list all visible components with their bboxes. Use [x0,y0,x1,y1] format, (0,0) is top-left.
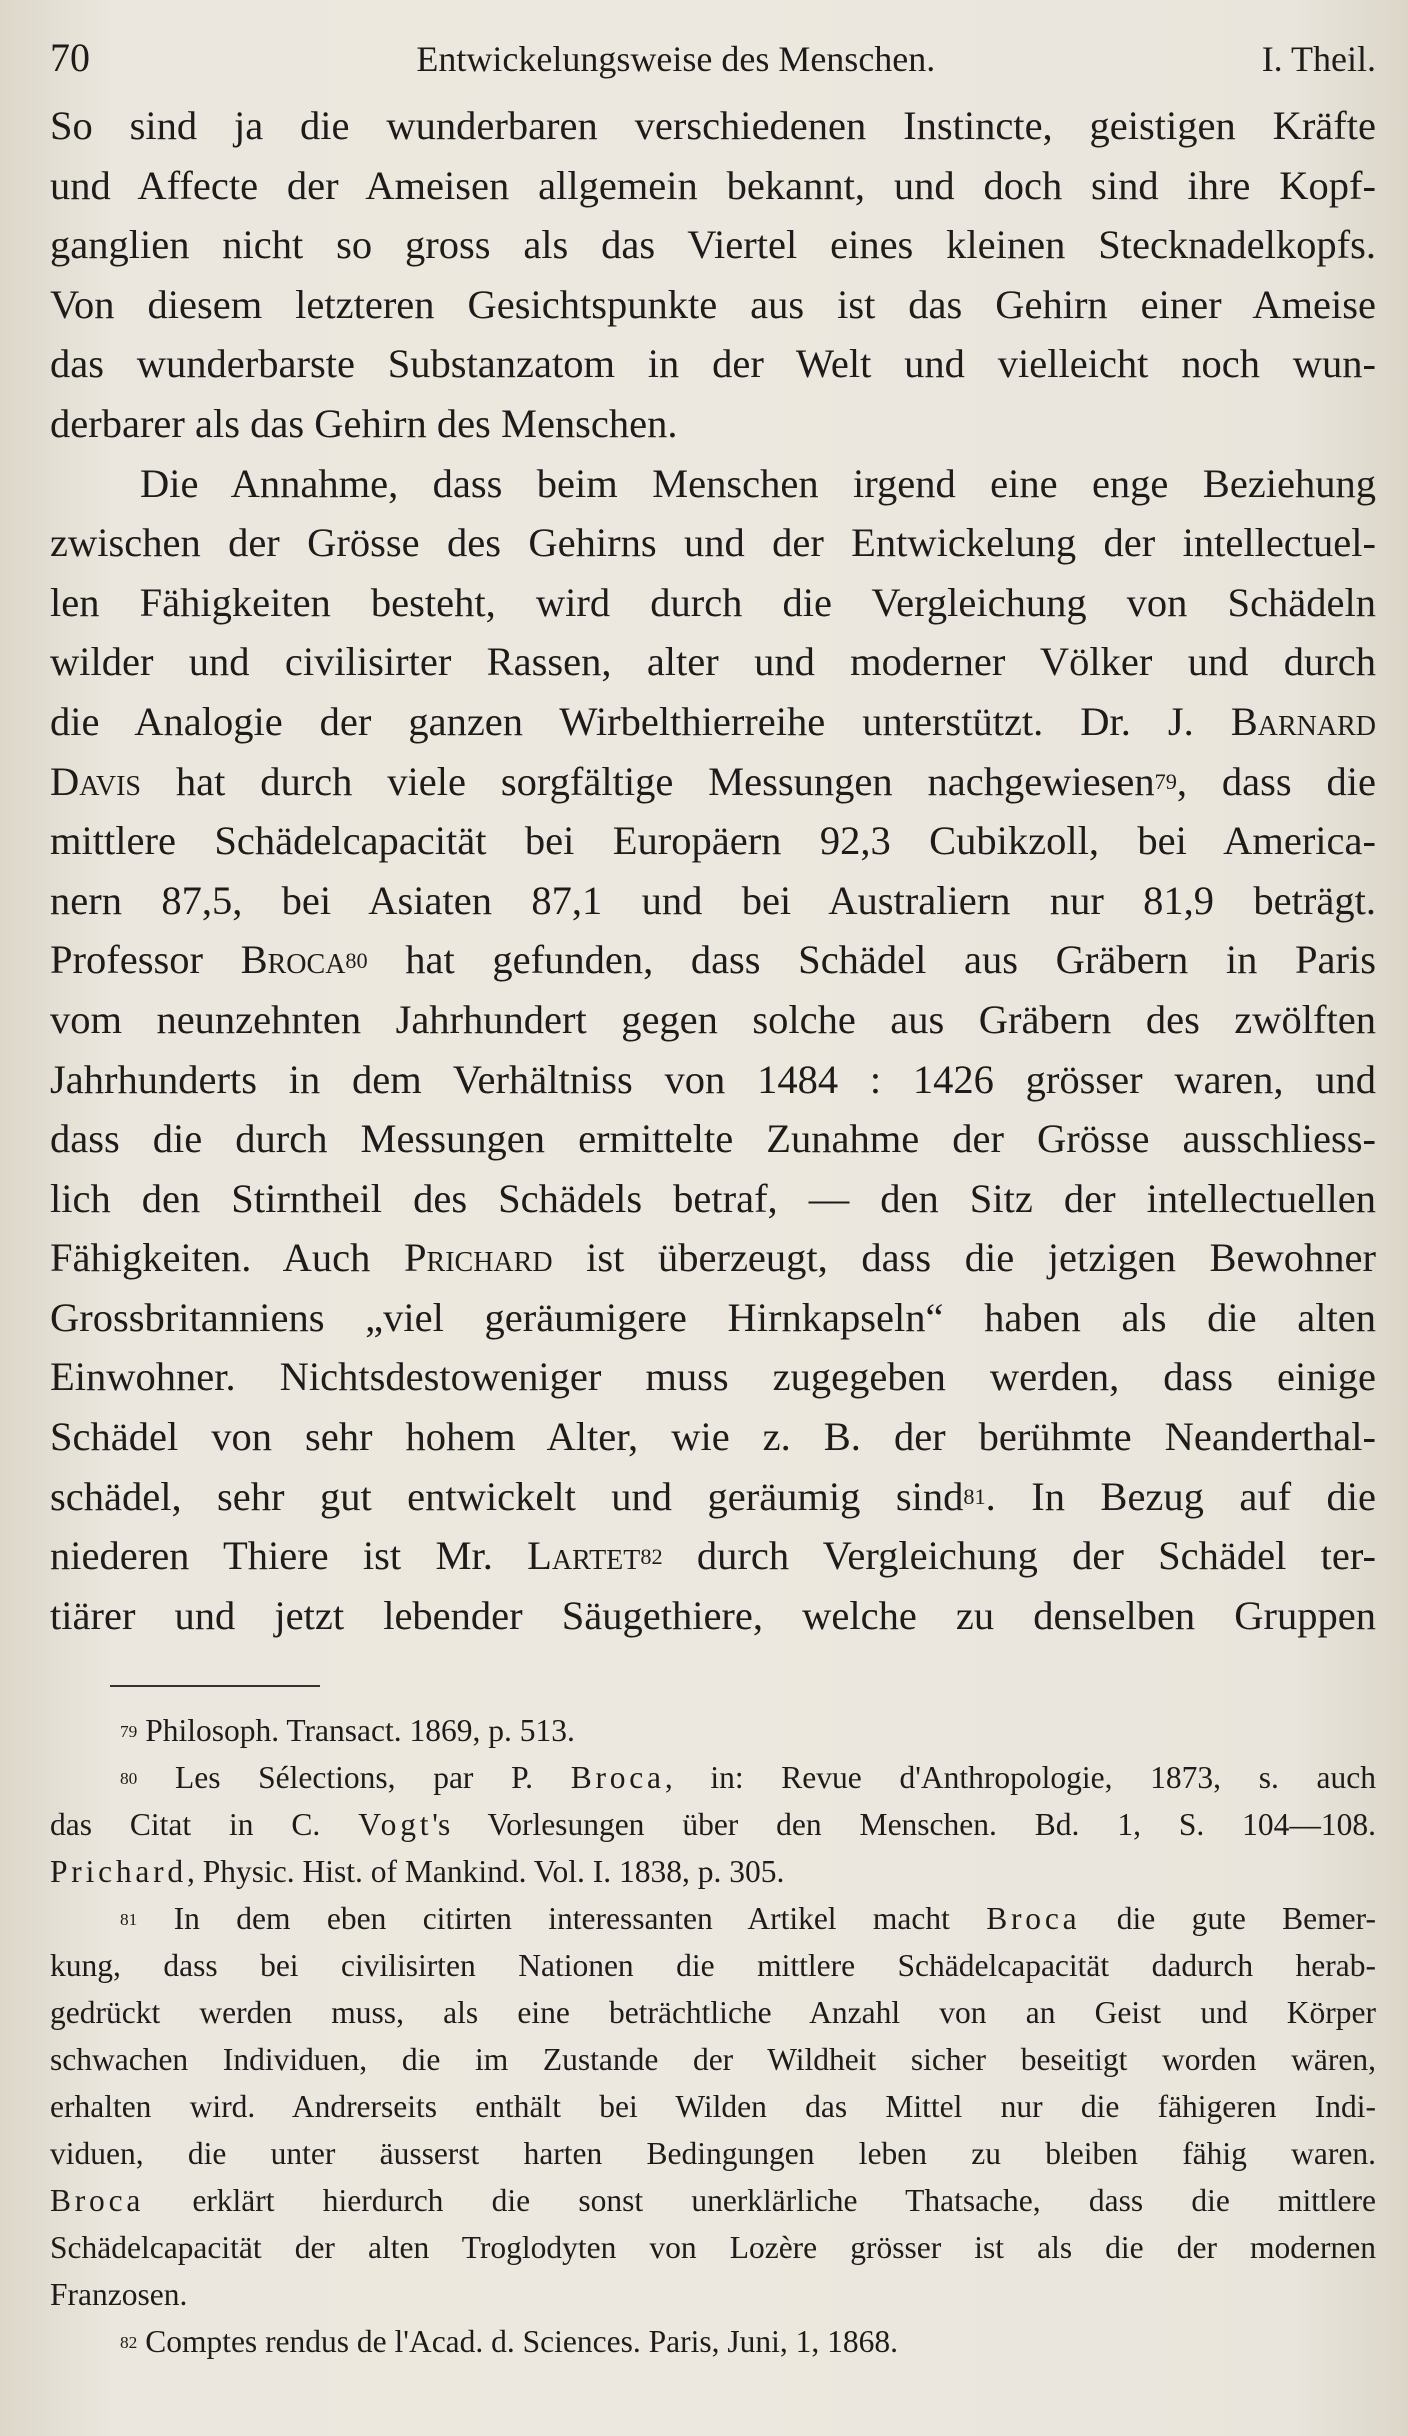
text-run: hat durch viele sorgfältige Messungen nachgewiesen [140,758,1155,804]
text-run: Comptes rendus de l'Acad. d. Sciences. Paris, Juni, 1, 1868. [145,2324,899,2360]
text-line [50,1848,1376,1895]
text-run: Les Sélections, par P. [175,1760,571,1796]
text-run: das Citat in C. [50,1807,359,1843]
text-run: durch Vergleichung der Schädel ter- [662,1533,1376,1579]
text-run: , dass die [1176,758,1376,804]
author-name: Lartet [527,1533,641,1579]
text-line: So sind ja die wunderbaren verschiedenen Instincte, geistigen Kräfte [50,103,1376,148]
text-line: Einwohner. Nichtsdestoweniger muss zugegeben werden, dass einige [50,1354,1376,1400]
text-line: len Fähigkeiten besteht, wird durch die Vergleichung von Schädeln [50,579,1376,625]
footnotes [50,1707,1376,2365]
text-line [50,1895,1376,1942]
paragraph-1 [50,96,1376,454]
footnote-82 [50,2318,1376,2365]
footnote-divider [110,1685,320,1687]
author-name: Broca [986,1901,1081,1937]
text-line [50,1754,1376,1801]
author-name: Vogt [358,1807,433,1843]
text-line: schwachen Individuen, die im Zustande der Wildheit sicher beseitigt worden wären, [50,2042,1376,2078]
paragraph-2 [50,454,1376,1646]
text-line: erhalten wird. Andrerseits enthält bei Wilden das Mittel nur die fähigeren Indi- [50,2089,1376,2125]
running-title: Entwickelungsweise des Menschen. [416,39,936,79]
main-text [50,96,1376,1645]
footnote-81 [50,1895,1376,2318]
text-line: Jahrhunderts in dem Verhältniss von 1484 : 1426 grösser waren, und [50,1056,1376,1102]
text-run: die Analogie der ganzen Wirbelthierreihe unterstützt. Dr. J. [50,698,1231,744]
text-line: Schädel von sehr hohem Alter, wie z. B. der berühmte Neanderthal- [50,1414,1376,1460]
text-line: Franzosen. [50,2277,188,2313]
footnote-ref: 79 [1154,768,1177,794]
author-name: Prichard [404,1235,553,1281]
text-line [50,2177,1376,2224]
footnote-79 [50,1707,1376,1754]
author-name: Barnard [1230,698,1376,744]
text-run: erklärt hierdurch die sonst unerklärliche Thatsache, dass die mittlere [144,2183,1376,2219]
text-line [50,1801,1376,1848]
page-number: 70 [50,35,90,80]
author-name: Davis [50,758,141,804]
text-run: schädel, sehr gut entwickelt und geräumig sind [50,1473,964,1519]
text-run: 's Vorlesungen über den Menschen. Bd. 1, S. 104—108. [432,1807,1376,1843]
text-line: viduen, die unter äusserst harten Bedingungen leben zu bleiben fähig waren. [50,2136,1376,2172]
text-line: derbarer als das Gehirn des Menschen. [50,400,678,446]
text-line [50,1467,1376,1527]
text-line: ganglien nicht so gross als das Viertel eines kleinen Stecknadelkopfs. [50,222,1376,268]
text-line [50,752,1376,812]
text-line: dass die durch Messungen ermittelte Zunahme der Grösse ausschliess- [50,1116,1376,1162]
footnote-ref: 80 [345,947,368,973]
footnote-number: 79 [120,1722,138,1742]
running-header [50,34,1376,96]
text-line: Schädelcapacität der alten Troglodyten von Lozère grösser ist als die der modernen [50,2230,1376,2266]
footnote-number: 81 [120,1910,138,1930]
text-line: tiärer und jetzt lebender Säugethiere, welche zu denselben Gruppen [50,1592,1376,1638]
text-line: Von diesem letzteren Gesichtspunkte aus ist das Gehirn einer Ameise [50,281,1376,327]
author-name: Broca [570,1760,665,1796]
text-line: Die Annahme, dass beim Menschen irgend eine enge Beziehung [140,460,1376,506]
text-run: , in: Revue d'Anthropologie, 1873, s. auch [664,1760,1376,1796]
text-run: Professor [50,937,241,983]
text-line: zwischen der Grösse des Gehirns und der Entwickelung der intellectuel- [50,520,1376,566]
text-line: und Affecte der Ameisen allgemein bekannt, und doch sind ihre Kopf- [50,162,1376,208]
footnote-ref: 82 [640,1543,663,1569]
footnote-number: 80 [120,1769,138,1789]
text-line: gedrückt werden muss, als eine beträchtliche Anzahl von an Geist und Körper [50,1995,1376,2031]
text-run: die gute Bemer- [1080,1901,1376,1937]
text-line [50,692,1376,752]
text-line: mittlere Schädelcapacität bei Europäern 92,3 Cubikzoll, bei America- [50,818,1376,864]
text-run: Philosoph. Transact. 1869, p. 513. [145,1713,575,1749]
text-line: wilder und civilisirter Rassen, alter und moderner Völker und durch [50,639,1376,685]
text-run: . In Bezug auf die [985,1473,1376,1519]
text-run: niederen Thiere ist Mr. [50,1533,528,1579]
text-line [50,1228,1376,1288]
text-run: hat gefunden, dass Schädel aus Gräbern in Paris [367,937,1377,983]
author-name: Prichard [50,1854,187,1890]
text-line: Grossbritanniens „viel geräumigere Hirnkapseln“ haben als die alten [50,1294,1376,1340]
footnote-number: 82 [120,2333,138,2353]
text-line: das wunderbarste Substanzatom in der Welt und vielleicht noch wun- [50,341,1376,387]
part-label: I. Theil. [1261,39,1376,79]
text-line: vom neunzehnten Jahrhundert gegen solche aus Gräbern des zwölften [50,996,1376,1042]
text-line [50,930,1376,990]
text-run: Fähigkeiten. Auch [50,1235,404,1281]
text-line [50,1707,1376,1754]
text-line [50,1526,1376,1586]
text-line [50,2318,1376,2365]
footnote-80 [50,1754,1376,1895]
text-line: kung, dass bei civilisirten Nationen die mittlere Schädelcapacität dadurch herab- [50,1948,1376,1984]
author-name: Broca [50,2183,145,2219]
text-run: In dem eben citirten interessanten Artikel macht [173,1901,987,1937]
footnote-ref: 81 [963,1484,986,1510]
text-line: lich den Stirntheil des Schädels betraf, — den Sitz der intellectuellen [50,1175,1376,1221]
text-run: , Physic. Hist. of Mankind. Vol. I. 1838, p. 305. [186,1854,785,1890]
text-run: ist überzeugt, dass die jetzigen Bewohner [552,1235,1376,1281]
text-line: nern 87,5, bei Asiaten 87,1 und bei Australiern nur 81,9 beträgt. [50,877,1376,923]
author-name: Broca [240,937,346,983]
